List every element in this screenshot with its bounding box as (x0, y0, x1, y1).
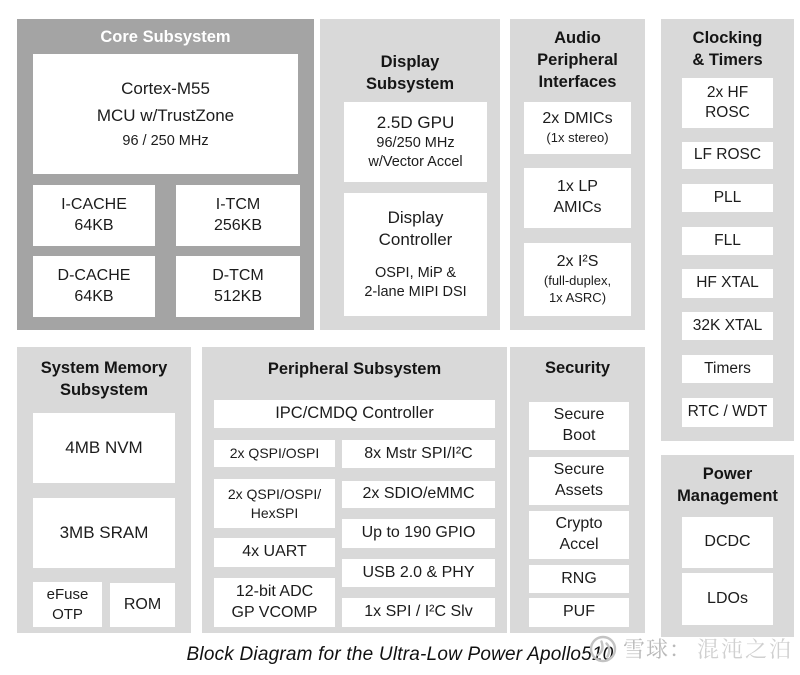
display-controller-line: Display (387, 208, 444, 228)
periph-title: Peripheral Subsystem (267, 360, 442, 378)
uart-line: 4x UART (242, 543, 307, 561)
display-controller-line: 2-lane MIPI DSI (364, 284, 467, 301)
puf-line: PUF (563, 603, 595, 621)
i2s-line: (full-duplex, (543, 273, 612, 288)
rom-box (110, 583, 175, 627)
fll-line: FLL (714, 231, 741, 249)
dmics-line: (1x stereo) (546, 129, 609, 145)
nvm-line: 4MB NVM (65, 437, 143, 457)
i-cache-line: 64KB (74, 216, 114, 234)
power-title-line: Power (702, 465, 753, 483)
xueqiu-snowball-icon (588, 634, 618, 664)
diagram-caption: Block Diagram for the Ultra-Low Power Apollo510 (186, 644, 614, 665)
rom-line: ROM (123, 595, 162, 613)
ipc-cmdq-box (214, 400, 495, 428)
power-title (661, 455, 794, 508)
sysmem-title (17, 347, 191, 402)
ipc-cmdq-line: IPC/CMDQ Controller (275, 404, 434, 423)
i-tcm-line: I-TCM (215, 195, 261, 213)
lf-rosc-line: LF ROSC (693, 146, 762, 164)
clocking-title (661, 19, 794, 72)
section-security (510, 347, 645, 633)
audio-title-line: Peripheral (537, 50, 618, 69)
audio-title-line: Audio (554, 29, 601, 47)
dcdc-line: DCDC (704, 533, 751, 551)
d-tcm-line: 512KB (213, 287, 263, 305)
rtc-wdt-box (682, 398, 773, 427)
usb-phy-box (342, 559, 495, 587)
fll-box (682, 227, 773, 255)
uart-box (214, 538, 335, 567)
efuse-line: OTP (52, 605, 83, 623)
i-cache-line: I-CACHE (61, 195, 127, 213)
rtc-wdt-line: RTC / WDT (687, 403, 768, 421)
display-controller-box (344, 193, 487, 316)
sysmem-title-line: System Memory (40, 359, 168, 377)
cortex-m55-box (33, 54, 298, 174)
qspi-ospi-line: 2x QSPI/OSPI (229, 445, 320, 462)
rng-box (529, 565, 629, 593)
rng-line: RNG (561, 569, 597, 587)
gpu-line: 96/250 MHz (376, 135, 455, 152)
ldos-box (682, 573, 773, 625)
display-controller-line: OSPI, MiP & (374, 265, 457, 282)
d-tcm-box (176, 256, 300, 317)
lf-rosc-box (682, 142, 773, 169)
gpio-box (342, 519, 495, 548)
audio-title (510, 19, 645, 93)
crypto-accel-line: Crypto (555, 515, 603, 533)
sdio-emmc-line: 2x SDIO/eMMC (362, 485, 475, 503)
adc-vcomp-line: 12-bit ADC (235, 582, 314, 600)
display-title-line: Subsystem (365, 74, 455, 93)
spi-i2c-slv-box (342, 598, 495, 627)
d-cache-line: D-CACHE (57, 266, 131, 284)
qspi-ospi-hexspi-box (214, 479, 335, 528)
section-display-subsystem (320, 19, 500, 330)
hf-rosc-line: 2x HF (706, 83, 749, 101)
dmics-line: 2x DMICs (542, 110, 613, 128)
gpu-box (344, 102, 487, 182)
nvm-box (33, 413, 175, 483)
display-subsystem-title (320, 19, 500, 96)
timers-box (682, 355, 773, 383)
gpu-line: 2.5D GPU (376, 113, 455, 133)
mstr-spi-i2c-line: 8x Mstr SPI/I²C (364, 444, 473, 462)
usb-phy-line: USB 2.0 & PHY (362, 563, 475, 581)
spi-i2c-slv-line: 1x SPI / I²C Slv (364, 603, 473, 621)
i-cache-box (33, 185, 155, 246)
core-subsystem-title: Core Subsystem (100, 28, 231, 46)
xtal-32k-line: 32K XTAL (692, 316, 763, 334)
mstr-spi-i2c-box (342, 440, 495, 468)
secure-assets-line: Secure (553, 461, 605, 479)
efuse-line: eFuse (46, 586, 89, 603)
qspi-ospi-box (214, 440, 335, 467)
watermark-name-text: 混沌之泊 (697, 637, 794, 662)
adc-vcomp-line: GP VCOMP (231, 603, 318, 621)
watermark-brand-text: 雪球： (623, 637, 693, 662)
i2s-line: 2x I²S (556, 253, 599, 271)
power-title-line: Management (677, 486, 778, 505)
watermark (588, 633, 793, 664)
section-peripheral-subsystem (202, 347, 507, 633)
amics-line: AMICs (553, 199, 602, 216)
secure-boot-box (529, 402, 629, 450)
gpu-line: w/Vector Accel (368, 154, 463, 171)
sdio-emmc-box (342, 481, 495, 508)
section-audio-peripheral-interfaces (510, 19, 645, 330)
pll-line: PLL (713, 188, 742, 206)
security-title: Security (544, 359, 611, 377)
cortex-line: MCU w/TrustZone (96, 106, 235, 126)
secure-boot-line: Secure (553, 406, 605, 424)
ldos-line: LDOs (707, 589, 748, 607)
amics-box (524, 168, 631, 228)
adc-vcomp-box (214, 578, 335, 627)
cortex-line: 96 / 250 MHz (122, 132, 209, 149)
secure-assets-box (529, 457, 629, 505)
amics-line: 1x LP (557, 178, 598, 196)
sram-box (33, 498, 175, 568)
secure-boot-line: Boot (562, 427, 596, 444)
i-tcm-line: 256KB (213, 216, 263, 234)
qspi-hexspi-line: 2x QSPI/OSPI/ (227, 486, 322, 503)
sysmem-title-line: Subsystem (59, 380, 149, 399)
section-system-memory (17, 347, 191, 633)
d-cache-line: 64KB (74, 287, 114, 305)
hf-xtal-box (682, 269, 773, 298)
xtal-32k-box (682, 312, 773, 340)
clocking-title-line: Clocking (692, 29, 763, 47)
crypto-accel-box (529, 511, 629, 559)
i-tcm-box (176, 185, 300, 246)
hf-xtal-line: HF XTAL (696, 274, 759, 292)
crypto-accel-line: Accel (559, 536, 599, 553)
i2s-line: 1x ASRC) (548, 289, 607, 305)
audio-title-line: Interfaces (538, 72, 617, 91)
d-cache-box (33, 256, 155, 317)
display-title-line: Display (380, 53, 440, 71)
timers-line: Timers (704, 359, 751, 377)
section-power-management (661, 455, 794, 637)
d-tcm-line: D-TCM (212, 266, 264, 284)
cortex-line: Cortex-M55 (121, 78, 210, 98)
hf-rosc-box (682, 78, 773, 128)
section-clocking-timers (661, 19, 794, 441)
pll-box (682, 184, 773, 212)
display-controller-line: Controller (378, 230, 453, 250)
dcdc-box (682, 517, 773, 568)
gpio-line: Up to 190 GPIO (361, 524, 476, 542)
dmics-box (524, 102, 631, 154)
efuse-otp-box (33, 582, 102, 627)
hf-rosc-line: ROSC (705, 104, 750, 121)
qspi-hexspi-line: HexSPI (250, 504, 299, 521)
clocking-title-line: & Timers (692, 50, 763, 69)
i2s-box (524, 243, 631, 316)
secure-assets-line: Assets (554, 482, 603, 499)
section-core-subsystem (17, 19, 314, 330)
sram-line: 3MB SRAM (59, 522, 149, 542)
puf-box (529, 598, 629, 627)
